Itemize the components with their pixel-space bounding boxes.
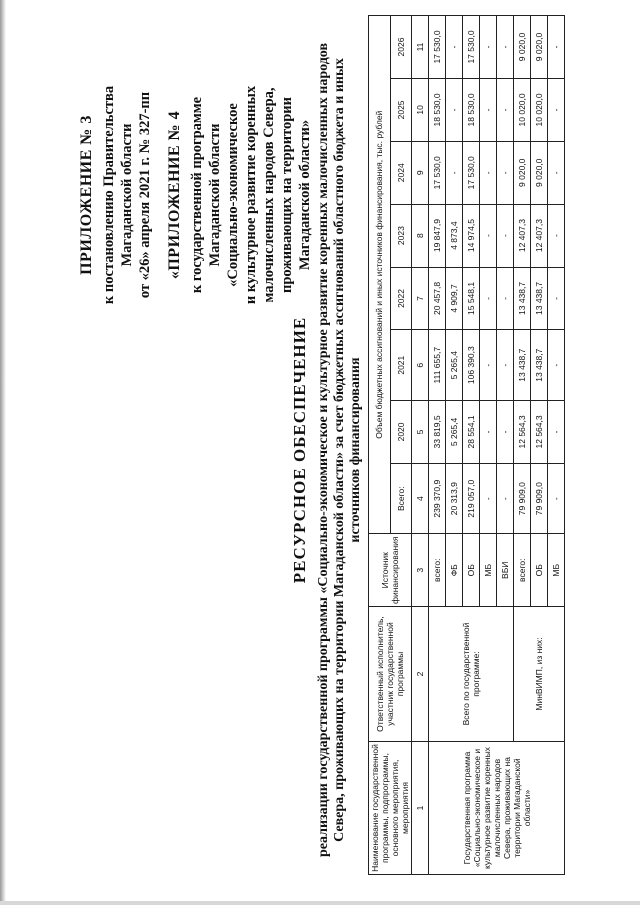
value-cell: - bbox=[497, 267, 514, 330]
value-cell: 111 655,7 bbox=[429, 330, 446, 401]
source-cell: МБ bbox=[548, 534, 565, 607]
value-cell: - bbox=[497, 401, 514, 464]
header-units: Объем бюджетных ассигнований и иных источников финансирования, тыс. рублей bbox=[369, 16, 391, 535]
value-cell: - bbox=[480, 267, 497, 330]
value-cell: 4 909,7 bbox=[446, 267, 463, 330]
appendix-4-line: и культурное развитие коренных bbox=[243, 85, 259, 305]
executor-cell: МинВИМП, из них: bbox=[514, 607, 565, 742]
appendix-4-line: Магаданской области bbox=[207, 123, 223, 267]
column-number: 2 bbox=[412, 607, 429, 742]
source-cell: ВБИ bbox=[497, 534, 514, 607]
value-cell: - bbox=[497, 141, 514, 204]
value-cell: - bbox=[497, 16, 514, 79]
value-cell: 28 554,1 bbox=[463, 401, 480, 464]
value-cell: 13 438,7 bbox=[514, 267, 531, 330]
header-name: Наименование государственной программы, подпрограммы, основного мероприятия, мероприятия bbox=[369, 742, 412, 875]
value-cell: - bbox=[497, 204, 514, 267]
column-number: 6 bbox=[412, 330, 429, 401]
value-cell: - bbox=[548, 463, 565, 534]
program-name-cell: Государственная программа «Социально-экономическое и культурное развитие коренных малочисленных народов Севера, проживающих на территории Магаданской области» bbox=[429, 742, 565, 875]
value-cell: - bbox=[497, 79, 514, 142]
appendix-3-line: Магаданской области bbox=[119, 123, 135, 267]
value-cell: 12 407,3 bbox=[531, 204, 548, 267]
document-subtitle: реализации государственной программы «Социально-экономическое и культурное развитие коренных малочисленных народов Севера, проживающих на территории Магаданской области» за счет бюджетных ассигнований областного бюджета и иных источников финансирования bbox=[316, 42, 363, 858]
appendix-3-line: от «26» апреля 2021 г. № 327-пп bbox=[137, 91, 153, 299]
value-cell: - bbox=[480, 141, 497, 204]
executor-cell: Всего по государственной программе: bbox=[429, 607, 514, 742]
value-cell: - bbox=[548, 267, 565, 330]
value-cell: 20 313,9 bbox=[446, 463, 463, 534]
value-cell: 9 020,0 bbox=[531, 16, 548, 79]
column-number: 11 bbox=[412, 16, 429, 79]
value-cell: - bbox=[446, 141, 463, 204]
table-row bbox=[429, 16, 446, 875]
header-source: Источник финансирования bbox=[369, 534, 412, 607]
value-cell: 79 909,0 bbox=[514, 463, 531, 534]
value-cell: - bbox=[548, 79, 565, 142]
column-number: 7 bbox=[412, 267, 429, 330]
value-cell: - bbox=[480, 401, 497, 464]
appendix-4-line: малочисленных народов Севера, bbox=[261, 87, 277, 303]
value-cell: - bbox=[548, 16, 565, 79]
source-cell: всего: bbox=[429, 534, 446, 607]
column-number: 3 bbox=[412, 534, 429, 607]
value-cell: 13 438,7 bbox=[531, 267, 548, 330]
source-cell: МБ bbox=[480, 534, 497, 607]
value-cell: - bbox=[548, 330, 565, 401]
value-cell: - bbox=[480, 204, 497, 267]
value-cell: 20 457,8 bbox=[429, 267, 446, 330]
appendix-4-line: проживающих на территории bbox=[279, 96, 295, 294]
appendix-4-line: к государственной программе bbox=[189, 96, 205, 294]
value-cell: 13 438,7 bbox=[531, 330, 548, 401]
value-cell: 9 020,0 bbox=[514, 16, 531, 79]
appendix-3-line: к постановлению Правительства bbox=[101, 85, 117, 305]
value-cell: - bbox=[548, 204, 565, 267]
value-cell: 17 530,0 bbox=[429, 16, 446, 79]
value-cell: 5 265,4 bbox=[446, 330, 463, 401]
source-cell: всего: bbox=[514, 534, 531, 607]
value-cell: 4 873,4 bbox=[446, 204, 463, 267]
column-number: 10 bbox=[412, 79, 429, 142]
value-cell: 5 265,4 bbox=[446, 401, 463, 464]
value-cell: 12 564,3 bbox=[514, 401, 531, 464]
value-cell: - bbox=[480, 79, 497, 142]
value-cell: - bbox=[446, 16, 463, 79]
appendix-3-number: ПРИЛОЖЕНИЕ № 3 bbox=[78, 115, 95, 275]
column-number: 1 bbox=[412, 742, 429, 875]
value-cell: 17 530,0 bbox=[463, 141, 480, 204]
value-cell: - bbox=[497, 330, 514, 401]
value-cell: 17 530,0 bbox=[463, 16, 480, 79]
value-cell: - bbox=[480, 330, 497, 401]
document-title-block bbox=[290, 35, 364, 865]
column-number-row bbox=[412, 16, 429, 875]
column-number: 8 bbox=[412, 204, 429, 267]
value-cell: 18 530,0 bbox=[463, 79, 480, 142]
source-cell: ОБ bbox=[463, 534, 480, 607]
appendix-4-line: «Социально-экономическое bbox=[225, 103, 241, 287]
value-cell: 219 057,0 bbox=[463, 463, 480, 534]
source-cell: ОБ bbox=[531, 534, 548, 607]
value-cell: 12 564,3 bbox=[531, 401, 548, 464]
source-cell: ФБ bbox=[446, 534, 463, 607]
header-total: Всего: bbox=[390, 463, 412, 534]
value-cell: - bbox=[480, 463, 497, 534]
resource-table bbox=[368, 15, 565, 875]
column-number: 9 bbox=[412, 141, 429, 204]
value-cell: 12 407,3 bbox=[514, 204, 531, 267]
header-year: 2020 bbox=[390, 401, 412, 464]
column-number: 4 bbox=[412, 463, 429, 534]
value-cell: 13 438,7 bbox=[514, 330, 531, 401]
value-cell: - bbox=[548, 401, 565, 464]
value-cell: 9 020,0 bbox=[514, 141, 531, 204]
value-cell: 239 370,9 bbox=[429, 463, 446, 534]
value-cell: 14 974,5 bbox=[463, 204, 480, 267]
value-cell: 15 548,1 bbox=[463, 267, 480, 330]
appendix-header bbox=[78, 45, 314, 345]
value-cell: 18 530,0 bbox=[429, 79, 446, 142]
value-cell: - bbox=[497, 463, 514, 534]
header-year: 2024 bbox=[390, 141, 412, 204]
value-cell: 17 530,0 bbox=[429, 141, 446, 204]
value-cell: - bbox=[548, 141, 565, 204]
value-cell: - bbox=[446, 79, 463, 142]
value-cell: 10 020,0 bbox=[514, 79, 531, 142]
header-year: 2021 bbox=[390, 330, 412, 401]
value-cell: 106 390,3 bbox=[463, 330, 480, 401]
appendix-4-line: Магаданской области» bbox=[297, 119, 313, 271]
header-year: 2025 bbox=[390, 79, 412, 142]
value-cell: 10 020,0 bbox=[531, 79, 548, 142]
appendix-4-number: «ПРИЛОЖЕНИЕ № 4 bbox=[166, 110, 183, 280]
value-cell: 79 909,0 bbox=[531, 463, 548, 534]
header-year: 2022 bbox=[390, 267, 412, 330]
header-year: 2023 bbox=[390, 204, 412, 267]
column-number: 5 bbox=[412, 401, 429, 464]
value-cell: - bbox=[480, 16, 497, 79]
value-cell: 9 020,0 bbox=[531, 141, 548, 204]
value-cell: 33 819,5 bbox=[429, 401, 446, 464]
document-title: РЕСУРСНОЕ ОБЕСПЕЧЕНИЕ bbox=[290, 316, 309, 584]
value-cell: 19 847,9 bbox=[429, 204, 446, 267]
header-year: 2026 bbox=[390, 16, 412, 79]
header-executor: Ответственный исполнитель, участник государственной программы bbox=[369, 607, 412, 742]
